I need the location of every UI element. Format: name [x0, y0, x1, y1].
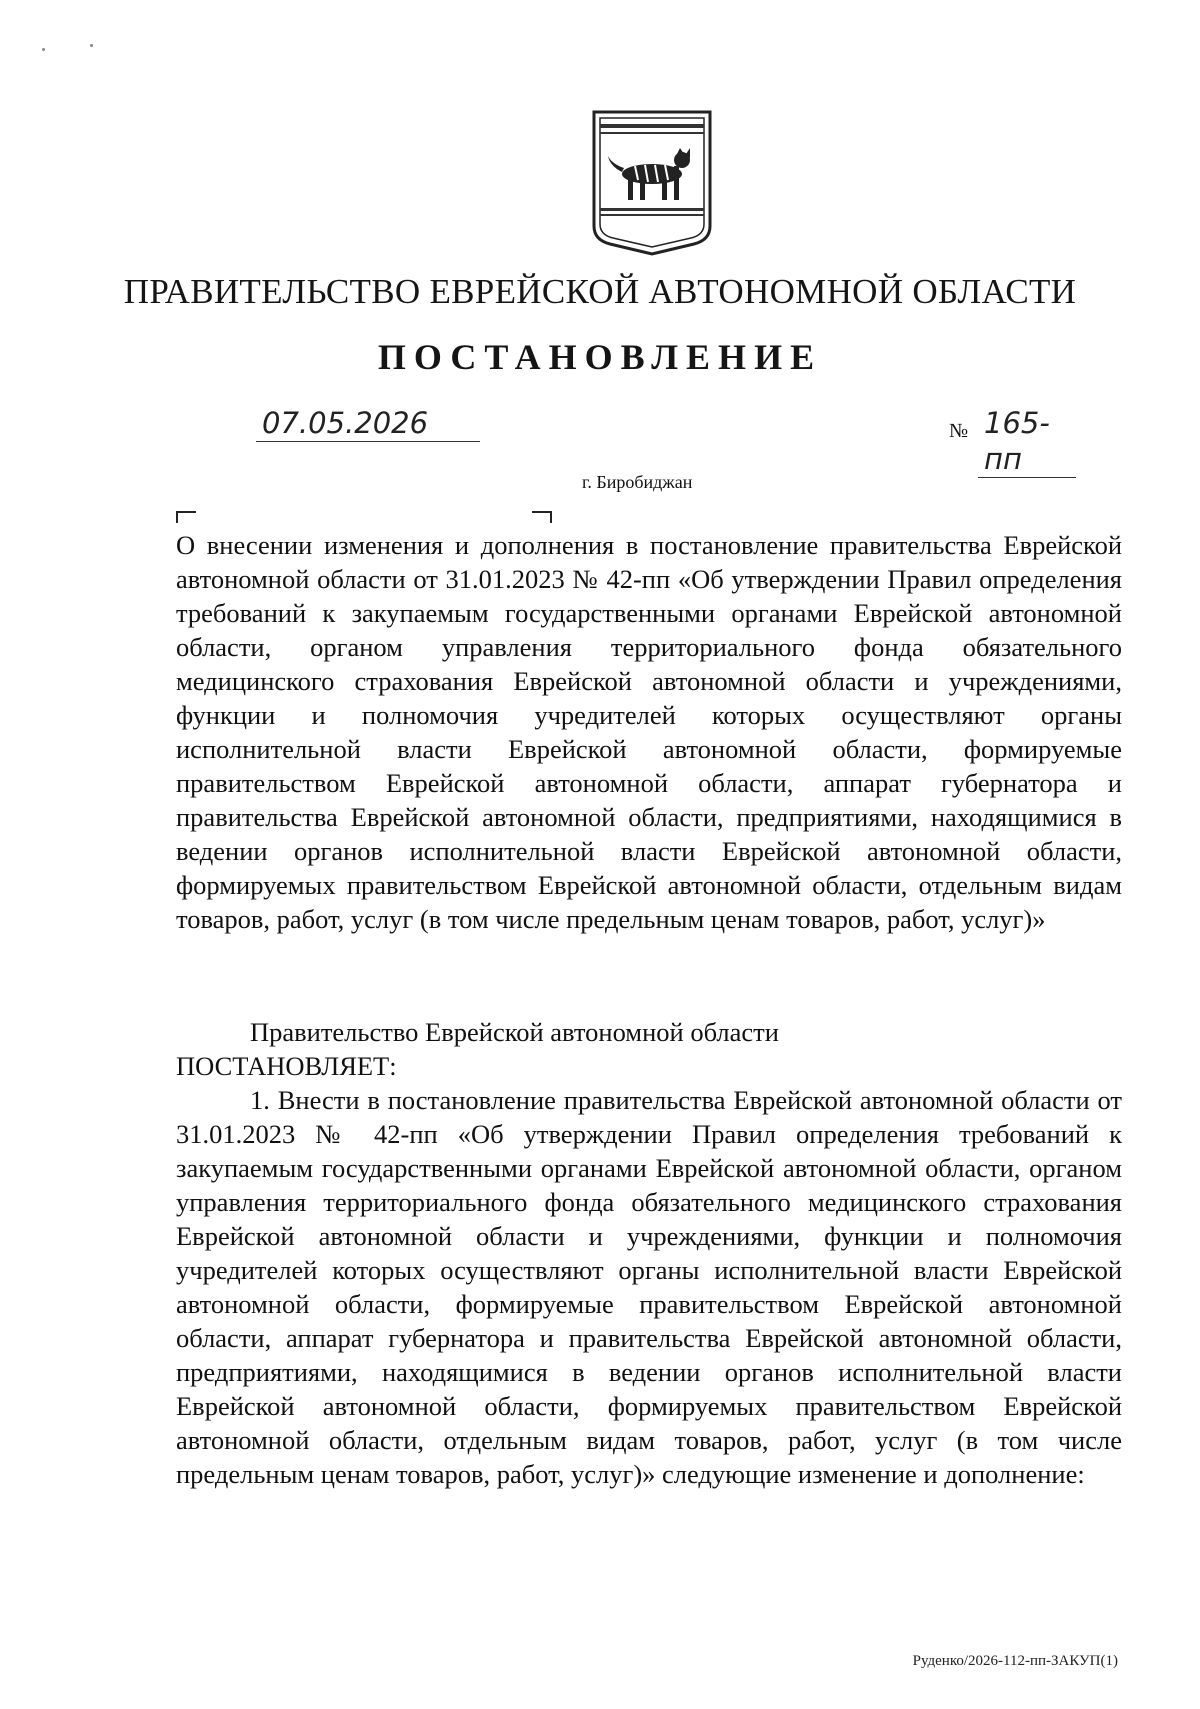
document-body — [176, 1083, 1122, 1491]
title-bracket-right — [532, 511, 552, 523]
document-type-heading: ПОСТАНОВЛЕНИЕ — [377, 337, 823, 377]
preamble-government-line: Правительство Еврейской автономной области — [250, 1017, 779, 1047]
handwritten-document-number: 165-пп — [978, 405, 1076, 478]
body-paragraph-1: 1. Внести в постановление правительства Еврейской автономной области от 31.01.2023 № 42-пп «Об утверждении Правил определения требований к закупаемым государственными органами Еврейской автономной области, органом управления территориального фонда обязательного медицинского страхования Еврейской автономной области и учреждениями, функции и полномочия учредителей которых осуществляют органы исполнительной власти Еврейской автономной области, формируемые правительством Еврейской автономной области, аппарат губернатора и правительства Еврейской автономной области, предприятиями, находящимися в ведении органов исполнительной власти Еврейской автономной области, формируемых правительством Еврейской автономной области, отдельным видам товаров, работ, услуг (в том числе предельным ценам товаров, работ, услуг)» следующие изменение и дополнение: — [176, 1085, 1122, 1489]
city-name: г. Биробиджан — [582, 472, 693, 492]
scan-speck — [90, 44, 93, 47]
preamble — [176, 1015, 1122, 1083]
number-sign: № — [949, 420, 969, 442]
coat-of-arms-emblem — [590, 108, 714, 256]
decree-word: ПОСТАНОВЛЯЕТ: — [176, 1051, 397, 1081]
scan-speck — [42, 48, 45, 51]
title-bracket-left — [176, 511, 196, 523]
government-name-heading: ПРАВИТЕЛЬСТВО ЕВРЕЙСКОЙ АВТОНОМНОЙ ОБЛАСТИ — [123, 272, 1077, 311]
footer-document-code: Руденко/2026-112-пп-ЗАКУП(1) — [912, 1653, 1118, 1669]
document-title-block — [176, 528, 1122, 936]
handwritten-date: 07.05.2026 — [256, 405, 480, 442]
document-title: О внесении изменения и дополнения в постановление правительства Еврейской автономной области от 31.01.2023 № 42-пп «Об утверждении Правил определения требований к закупаемым государственными органами Еврейской автономной области, органом управления территориального фонда обязательного медицинского страхования Еврейской автономной области и учреждениями, функции и полномочия учредителей которых осуществляют органы исполнительной власти Еврейской автономной области, формируемые правительством Еврейской автономной области, аппарат губернатора и правительства Еврейской автономной области, предприятиями, находящимися в ведении органов исполнительной власти Еврейской автономной области, формируемых правительством Еврейской автономной области, отдельным видам товаров, работ, услуг (в том числе предельным ценам товаров, работ, услуг)» — [176, 530, 1122, 934]
tiger-coat-of-arms-icon — [590, 108, 714, 256]
